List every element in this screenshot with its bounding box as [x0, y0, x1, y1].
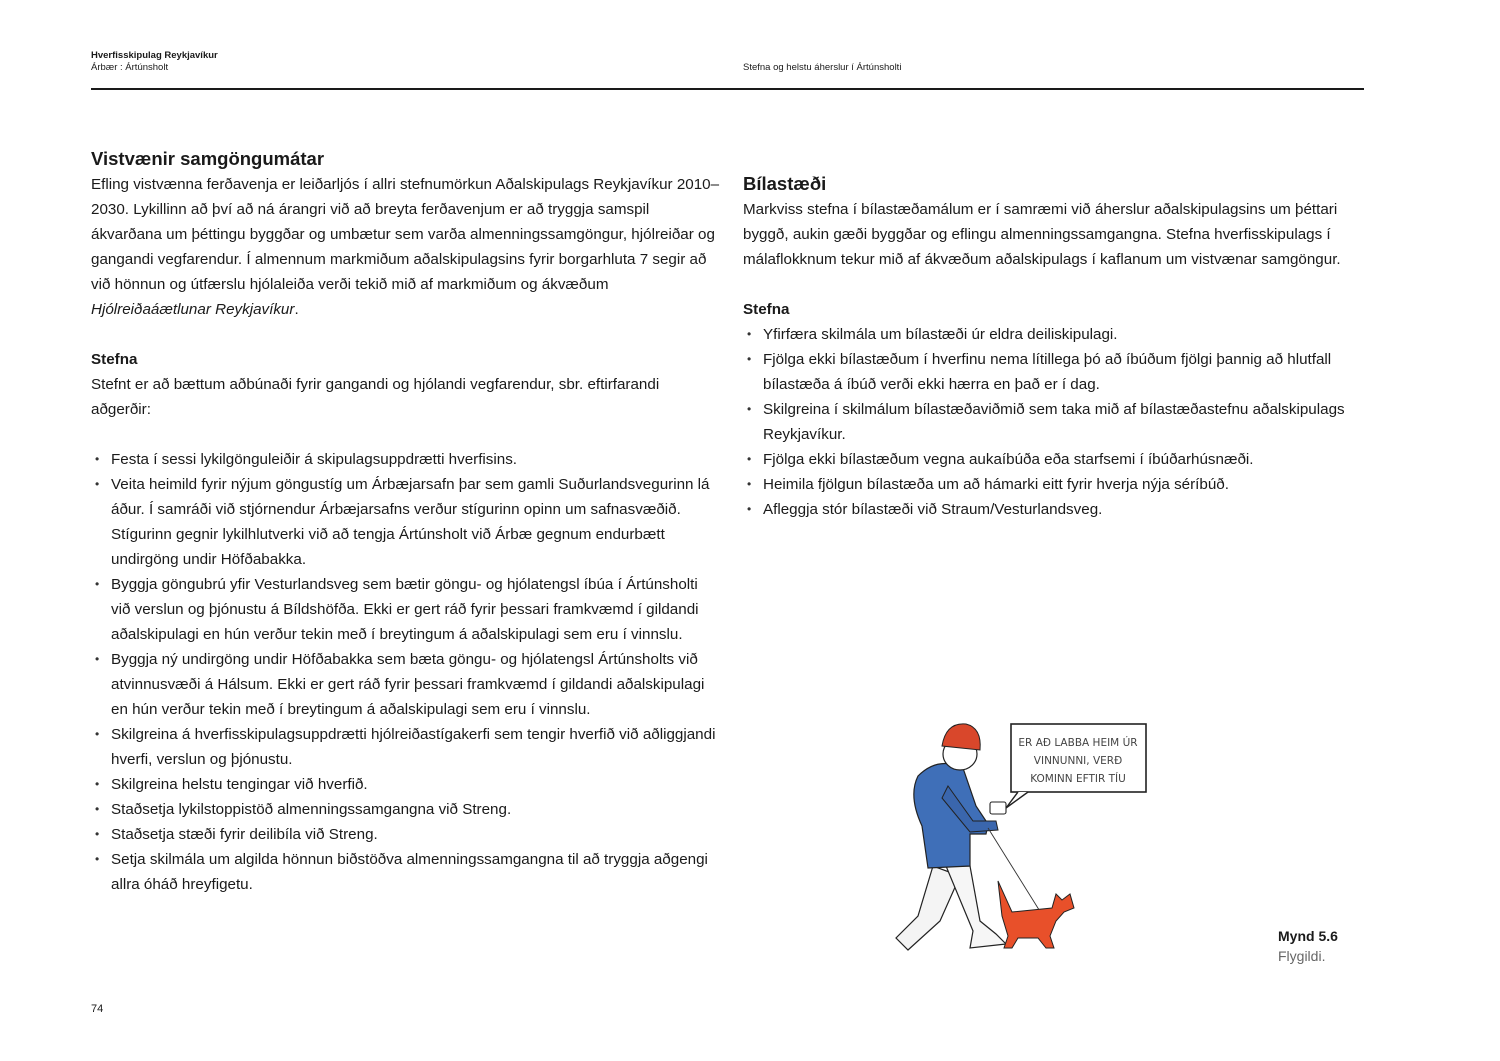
section-heading-sustainable-transport: Vistvænir samgöngumátar [91, 148, 325, 169]
policy-list [91, 447, 721, 897]
intro-end: . [294, 301, 299, 318]
list-item: • Veita heimild fyrir nýjum göngustíg um Árbæjarsafn þar sem gamli Suðurlandsvegurinn lá áður. Í samráði við stjórnendur Árbæjarsafns verður stígurinn opinn um safnasvæðið. Stígurinn gegnir lykilhlutverki við að tengja Ártúnsholt við Árbæ gegnum endurbætt undirgöng undir Höfðabakka. [91, 472, 721, 572]
list-item: • Byggja göngubrú yfir Vesturlandsveg sem bætir göngu- og hjólatengsl íbúa í Ártúnsholti við verslun og þjónustu á Bíldshöfða. Ekki er gert ráð fyrir þessari framkvæmd í gildandi aðalskipulagi en hún verður tekin með í breytingum á aðalskipulagi sem eru í vinnslu. [91, 572, 721, 647]
list-item: • Fjölga ekki bílastæðum í hverfinu nema lítillega þó að íbúðum fjölgi þannig að hlutfall bílastæða á íbúð verði ekki hærra en það er í dag. [743, 347, 1368, 397]
list-item: • Heimila fjölgun bílastæða um að hámarki eitt fyrir hverja nýja séríbúð. [743, 472, 1368, 497]
intro-italic-title: Hjólreiðaáætlunar Reykjavíkur [91, 301, 295, 318]
figure-caption [1278, 926, 1338, 966]
document-subtitle: Árbær : Ártúnsholt [91, 62, 169, 73]
page-number: 74 [91, 1003, 104, 1015]
intro-paragraph [91, 172, 721, 322]
list-item: • Setja skilmála um algilda hönnun biðstöðva almenningssamgangna til að tryggja aðgengi allra óháð hreyfigetu. [91, 847, 721, 897]
right-column [743, 171, 1368, 522]
policy-list [743, 322, 1368, 522]
speech-line: ER AÐ LABBA HEIM ÚR [1018, 737, 1138, 749]
list-item: • Skilgreina helstu tengingar við hverfið. [91, 772, 721, 797]
list-item: • Skilgreina í skilmálum bílastæðaviðmið sem taka mið af bílastæðastefnu aðalskipulags Reykjavíkur. [743, 397, 1368, 447]
document-title: Hverfisskipulag Reykjavíkur [91, 50, 218, 61]
left-column [91, 146, 721, 897]
list-item: • Byggja ný undirgöng undir Höfðabakka sem bæta göngu- og hjólatengsl Ártúnsholts við atvinnusvæði á Hálsum. Ekki er gert ráð fyrir þessari framkvæmd í gildandi aðalskipulagi en hún verður tekin með í breytingum á aðalskipulagi sem eru í vinnslu. [91, 647, 721, 722]
speech-line: VINNUNNI, VERÐ [1033, 755, 1123, 767]
speech-line: KOMINN EFTIR TÍU [1030, 773, 1126, 785]
section-title: Stefna og helstu áherslur í Ártúnsholti [743, 62, 902, 73]
policy-intro: Stefnt er að bættum aðbúnaði fyrir gangandi og hjólandi vegfarendur, sbr. eftirfarandi aðgerðir: [91, 376, 660, 418]
speech-bubble [1006, 724, 1146, 808]
illustration-man-walking-dog [878, 716, 1158, 968]
section-heading-parking: Bílastæði [743, 173, 827, 194]
dog-figure [998, 881, 1074, 948]
policy-heading: Stefna [91, 351, 138, 368]
list-item: • Fjölga ekki bílastæðum vegna aukaíbúða eða starfsemi í íbúðarhúsnæði. [743, 447, 1368, 472]
policy-heading: Stefna [743, 301, 790, 318]
list-item: • Afleggja stór bílastæði við Straum/Vesturlandsveg. [743, 497, 1368, 522]
caption-title: Mynd 5.6 [1278, 928, 1338, 944]
intro-text: Efling vistvænna ferðavenja er leiðarljós í allri stefnumörkun Aðalskipulags Reykjavíkur 2010–2030. Lykillinn að því að ná árangri við að breyta ferðavenjum er að tryggja samspil ákvarðana um þéttingu byggðar og umbætur sem varða almenningssamgöngur, hjólreiðar og gangandi vegfarendur. Í almennum markmiðum aðalskipulagsins fyrir borgarhluta 7 segir að við hönnun og útfærslu hjólaleiða verði tekið mið af markmiðum og ákvæðum [91, 176, 720, 293]
list-item: • Staðsetja stæði fyrir deilibíla við Streng. [91, 822, 721, 847]
intro-paragraph: Markviss stefna í bílastæðamálum er í samræmi við áherslur aðalskipulagsins um þéttari byggð, aukin gæði byggðar og eflingu almenningssamgangna. Stefna hverfisskipulags í málaflokknum tekur mið af ákvæðum aðalskipulags í kaflanum um vistvænar samgöngur. [743, 201, 1341, 268]
list-item: • Staðsetja lykilstoppistöð almenningssamgangna við Streng. [91, 797, 721, 822]
list-item: • Festa í sessi lykilgönguleiðir á skipulagsuppdrætti hverfisins. [91, 447, 721, 472]
header-divider [91, 88, 1364, 90]
running-header-left [91, 50, 218, 74]
list-item: • Yfirfæra skilmála um bílastæði úr eldra deiliskipulagi. [743, 322, 1368, 347]
list-item: • Skilgreina á hverfisskipulagsuppdrætti hjólreiðastígakerfi sem tengir hverfið við aðliggjandi hverfi, verslun og þjónustu. [91, 722, 721, 772]
caption-credit: Flygildi. [1278, 948, 1326, 964]
